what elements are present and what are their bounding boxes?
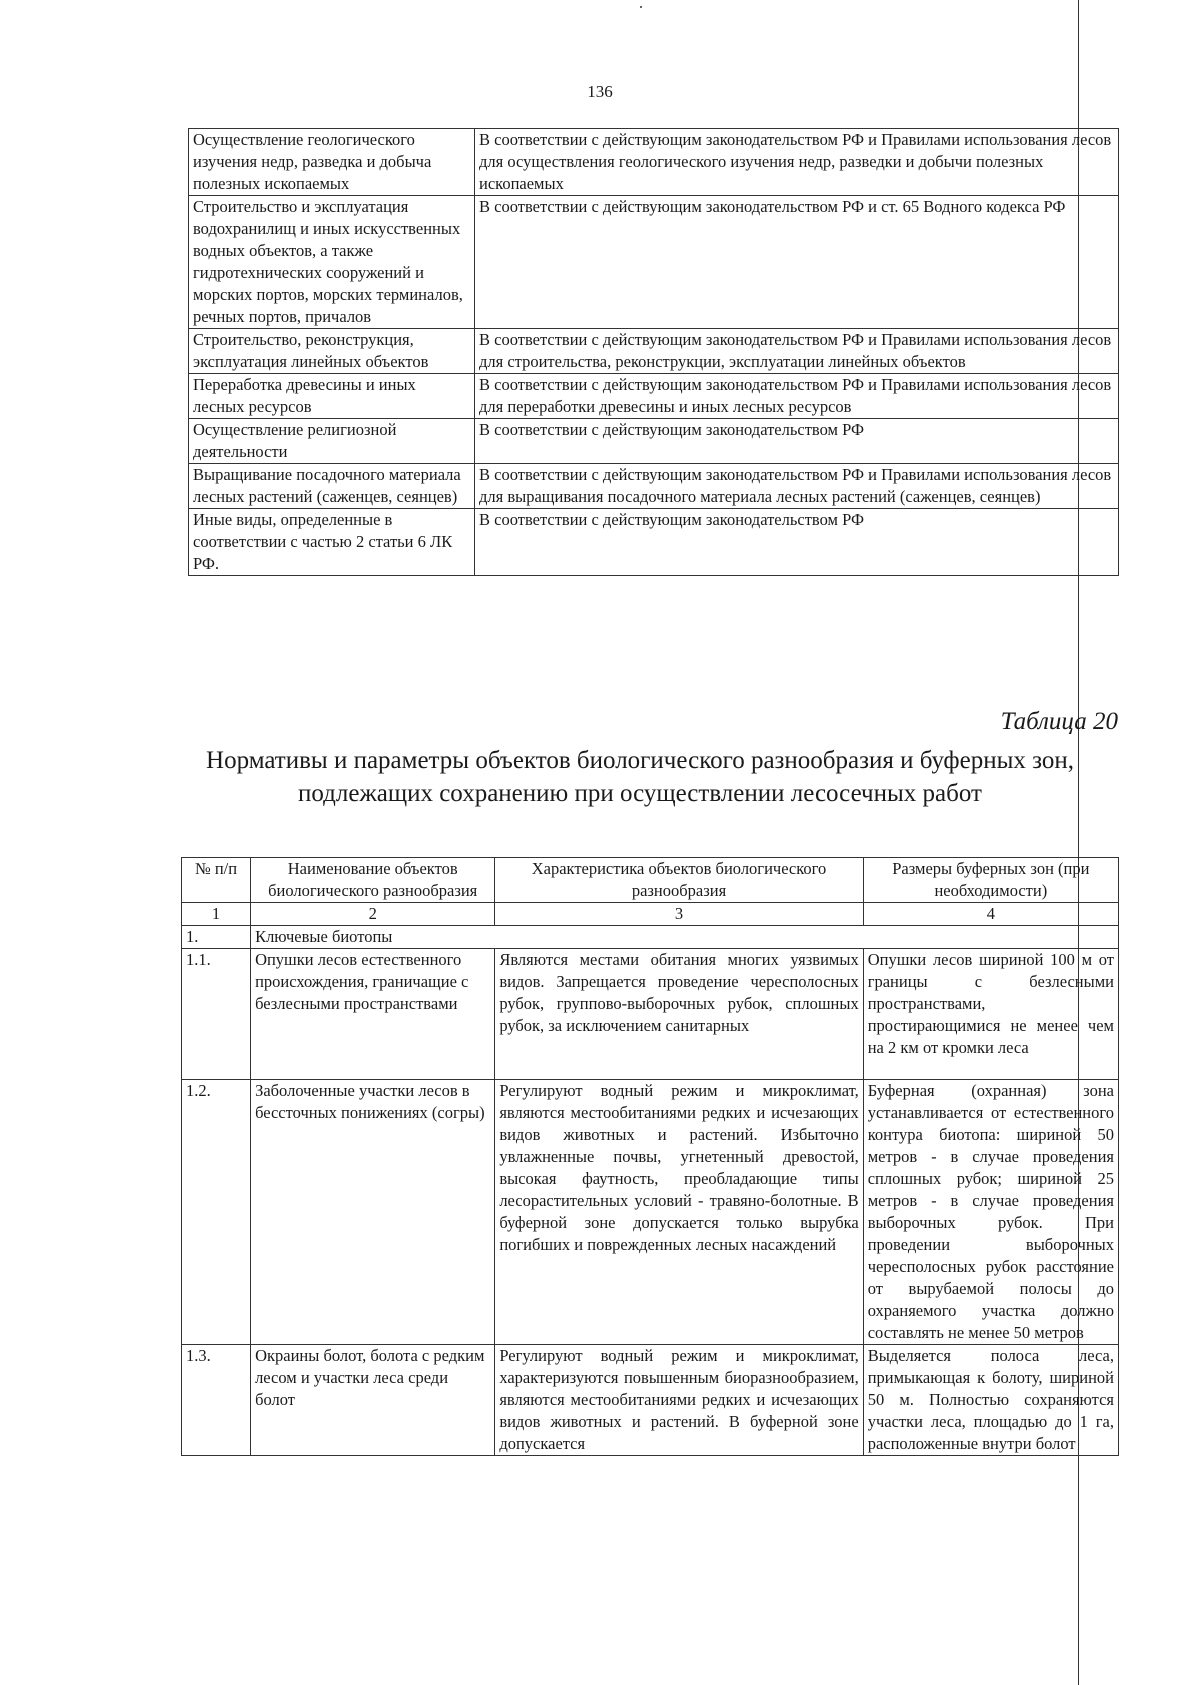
basis-cell: В соответствии с действующим законодательством РФ и Правилами использования лесов для выращивания посадочного материала лесных растений (саженцев, сеянцев)	[475, 464, 1119, 509]
activity-cell: Переработка древесины и иных лесных ресурсов	[189, 374, 475, 419]
activity-cell: Строительство и эксплуатация водохранилищ и иных искусственных водных объектов, а также гидротехнических сооружений и морских портов, морских терминалов, речных портов, причалов	[189, 196, 475, 329]
section-name: Ключевые биотопы	[251, 926, 1119, 949]
row-name: Опушки лесов естественного происхождения, граничащие с безлесными пространствами	[251, 949, 495, 1080]
section-row	[182, 926, 1119, 949]
activity-cell: Иные виды, определенные в соответствии с частью 2 статьи 6 ЛК РФ.	[189, 509, 475, 576]
column-number-row	[182, 903, 1119, 926]
table-row	[189, 129, 1119, 196]
table-row	[189, 509, 1119, 576]
table-row	[182, 949, 1119, 1080]
basis-cell: В соответствии с действующим законодательством РФ	[475, 419, 1119, 464]
row-name: Заболоченные участки лесов в бессточных понижениях (согры)	[251, 1080, 495, 1345]
table-label: Таблица 20	[1000, 708, 1118, 735]
basis-cell: В соответствии с действующим законодательством РФ	[475, 509, 1119, 576]
column-number: 3	[495, 903, 863, 926]
table-row	[189, 419, 1119, 464]
table-row	[189, 464, 1119, 509]
scan-speck	[640, 6, 642, 8]
header-characteristic: Характеристика объектов биологического разнообразия	[495, 858, 863, 903]
basis-cell: В соответствии с действующим законодательством РФ и Правилами использования лесов для переработки древесины и иных лесных ресурсов	[475, 374, 1119, 419]
row-name: Окраины болот, болота с редким лесом и участки леса среди болот	[251, 1345, 495, 1456]
section-num: 1.	[182, 926, 251, 949]
row-buffer: Буферная (охранная) зона устанавливается от естественного контура биотопа: шириной 50 метров - в случае проведения сплошных рубок; шириной 25 метров - в случае проведения выборочных рубок. При проведении выборочных чересполосных рубок расстояние от вырубаемой полосы до охраняемого участка должно составлять не менее 50 метров	[863, 1080, 1118, 1345]
biodiversity-table	[181, 857, 1119, 1456]
table-row	[182, 1345, 1119, 1456]
table-row	[189, 329, 1119, 374]
row-num: 1.1.	[182, 949, 251, 1080]
activity-cell: Осуществление геологического изучения недр, разведка и добыча полезных ископаемых	[189, 129, 475, 196]
activity-cell: Строительство, реконструкция, эксплуатация линейных объектов	[189, 329, 475, 374]
table-header-row	[182, 858, 1119, 903]
header-num: № п/п	[182, 858, 251, 903]
row-num: 1.2.	[182, 1080, 251, 1345]
header-buffer: Размеры буферных зон (при необходимости)	[863, 858, 1118, 903]
column-number: 2	[251, 903, 495, 926]
row-characteristic: Регулируют водный режим и микроклимат, характеризуются повышенным биоразнообразием, являются местообитаниями редких и исчезающих видов животных и растений. В буферной зоне допускается	[495, 1345, 863, 1456]
header-name: Наименование объектов биологического разнообразия	[251, 858, 495, 903]
row-buffer: Опушки лесов шириной 100 м от границы с безлесными пространствами, простирающимися не менее чем на 2 км от кромки леса	[863, 949, 1118, 1080]
basis-cell: В соответствии с действующим законодательством РФ и Правилами использования лесов для осуществления геологического изучения недр, разведки и добычи полезных ископаемых	[475, 129, 1119, 196]
column-number: 4	[863, 903, 1118, 926]
forest-use-table	[188, 128, 1119, 576]
column-number: 1	[182, 903, 251, 926]
row-characteristic: Являются местами обитания многих уязвимых видов. Запрещается проведение чересполосных рубок, группово-выборочных рубок, сплошных рубок, за исключением санитарных	[495, 949, 863, 1080]
row-buffer: Выделяется полоса леса, примыкающая к болоту, шириной 50 м. Полностью сохраняются участки леса, площадью до 1 га, расположенные внутри болот	[863, 1345, 1118, 1456]
table-title: Нормативы и параметры объектов биологического разнообразия и буферных зон, подлежащих сохранению при осуществлении лесосечных работ	[206, 747, 1074, 807]
basis-cell: В соответствии с действующим законодательством РФ и Правилами использования лесов для строительства, реконструкции, эксплуатации линейных объектов	[475, 329, 1119, 374]
table-row	[189, 374, 1119, 419]
row-characteristic: Регулируют водный режим и микроклимат, являются местообитаниями редких и исчезающих видов животных и растений. Избыточно увлажненные почвы, угнетенный древостой, высокая фаутность, преобладающие типы лесорастительных условий - травяно-болотные. В буферной зоне допускается только вырубка погибших и поврежденных лесных насаждений	[495, 1080, 863, 1345]
table-row	[182, 1080, 1119, 1345]
basis-cell: В соответствии с действующим законодательством РФ и ст. 65 Водного кодекса РФ	[475, 196, 1119, 329]
page-number: 136	[587, 82, 613, 101]
activity-cell: Выращивание посадочного материала лесных растений (саженцев, сеянцев)	[189, 464, 475, 509]
table-row	[189, 196, 1119, 329]
activity-cell: Осуществление религиозной деятельности	[189, 419, 475, 464]
row-num: 1.3.	[182, 1345, 251, 1456]
